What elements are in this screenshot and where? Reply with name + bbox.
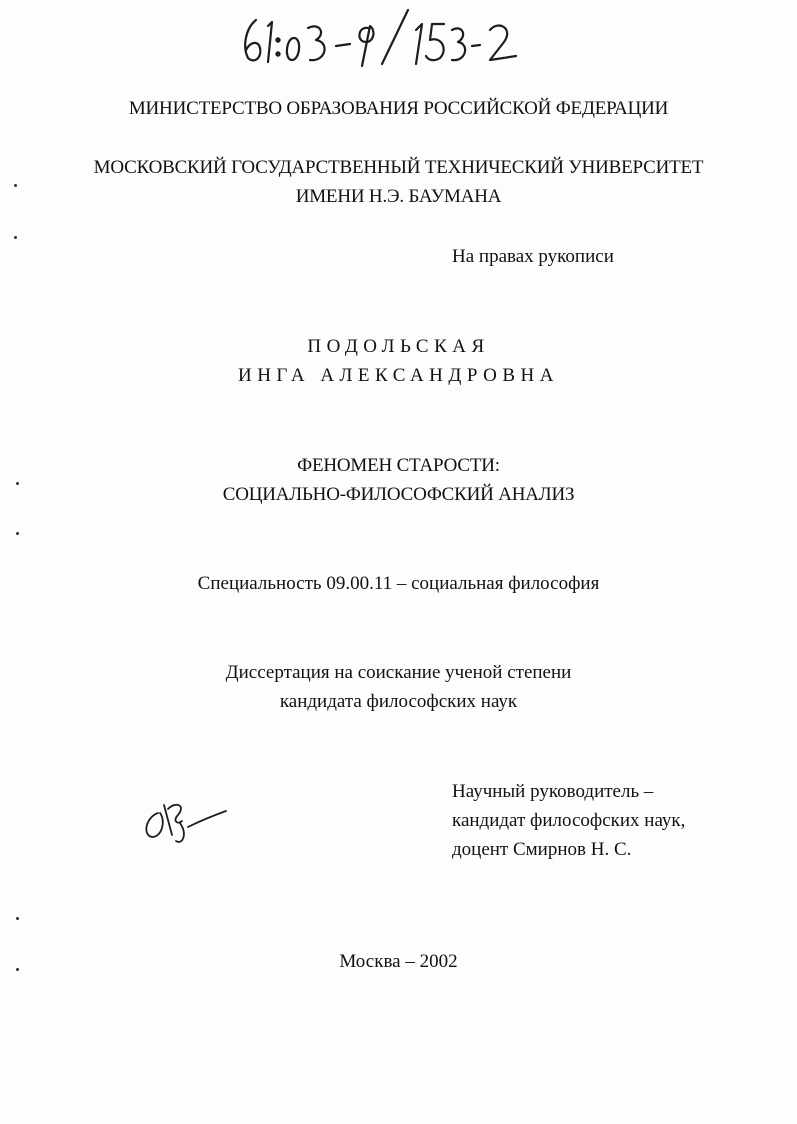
supervisor-line3: доцент Смирнов Н. С. [452,839,632,860]
city-year: Москва – 2002 [339,951,458,972]
author-surname: ПОДОЛЬСКАЯ [307,336,490,357]
university-name-line1: МОСКОВСКИЙ ГОСУДАРСТВЕННЫЙ ТЕХНИЧЕСКИЙ УНИВЕРСИТЕТ [93,157,704,178]
university-name-line2: ИМЕНИ Н.Э. БАУМАНА [295,186,502,207]
supervisor-line1: Научный руководитель – [452,781,654,802]
scan-speck [16,968,19,971]
specialty: Специальность 09.00.11 – социальная философия [197,573,600,594]
ministry-heading: МИНИСТЕРСТВО ОБРАЗОВАНИЯ РОССИЙСКОЙ ФЕДЕРАЦИИ [128,98,669,119]
degree-line2: кандидата философских наук [279,691,518,712]
dissertation-title-line2: СОЦИАЛЬНО-ФИЛОСОФСКИЙ АНАЛИЗ [222,484,575,505]
scan-speck [16,917,19,920]
manuscript-note: На правах рукописи [452,246,614,267]
degree-line1: Диссертация на соискание ученой степени [225,662,572,683]
scan-speck [14,236,17,239]
supervisor-line2: кандидат философских наук, [452,810,686,831]
scan-speck [16,482,19,485]
scan-speck [16,532,19,535]
scan-speck [14,184,17,187]
signature [138,795,238,856]
dissertation-title-line1: ФЕНОМЕН СТАРОСТИ: [297,455,500,476]
author-given-names: ИНГА АЛЕКСАНДРОВНА [237,365,559,386]
handwritten-archive-number [238,6,528,73]
